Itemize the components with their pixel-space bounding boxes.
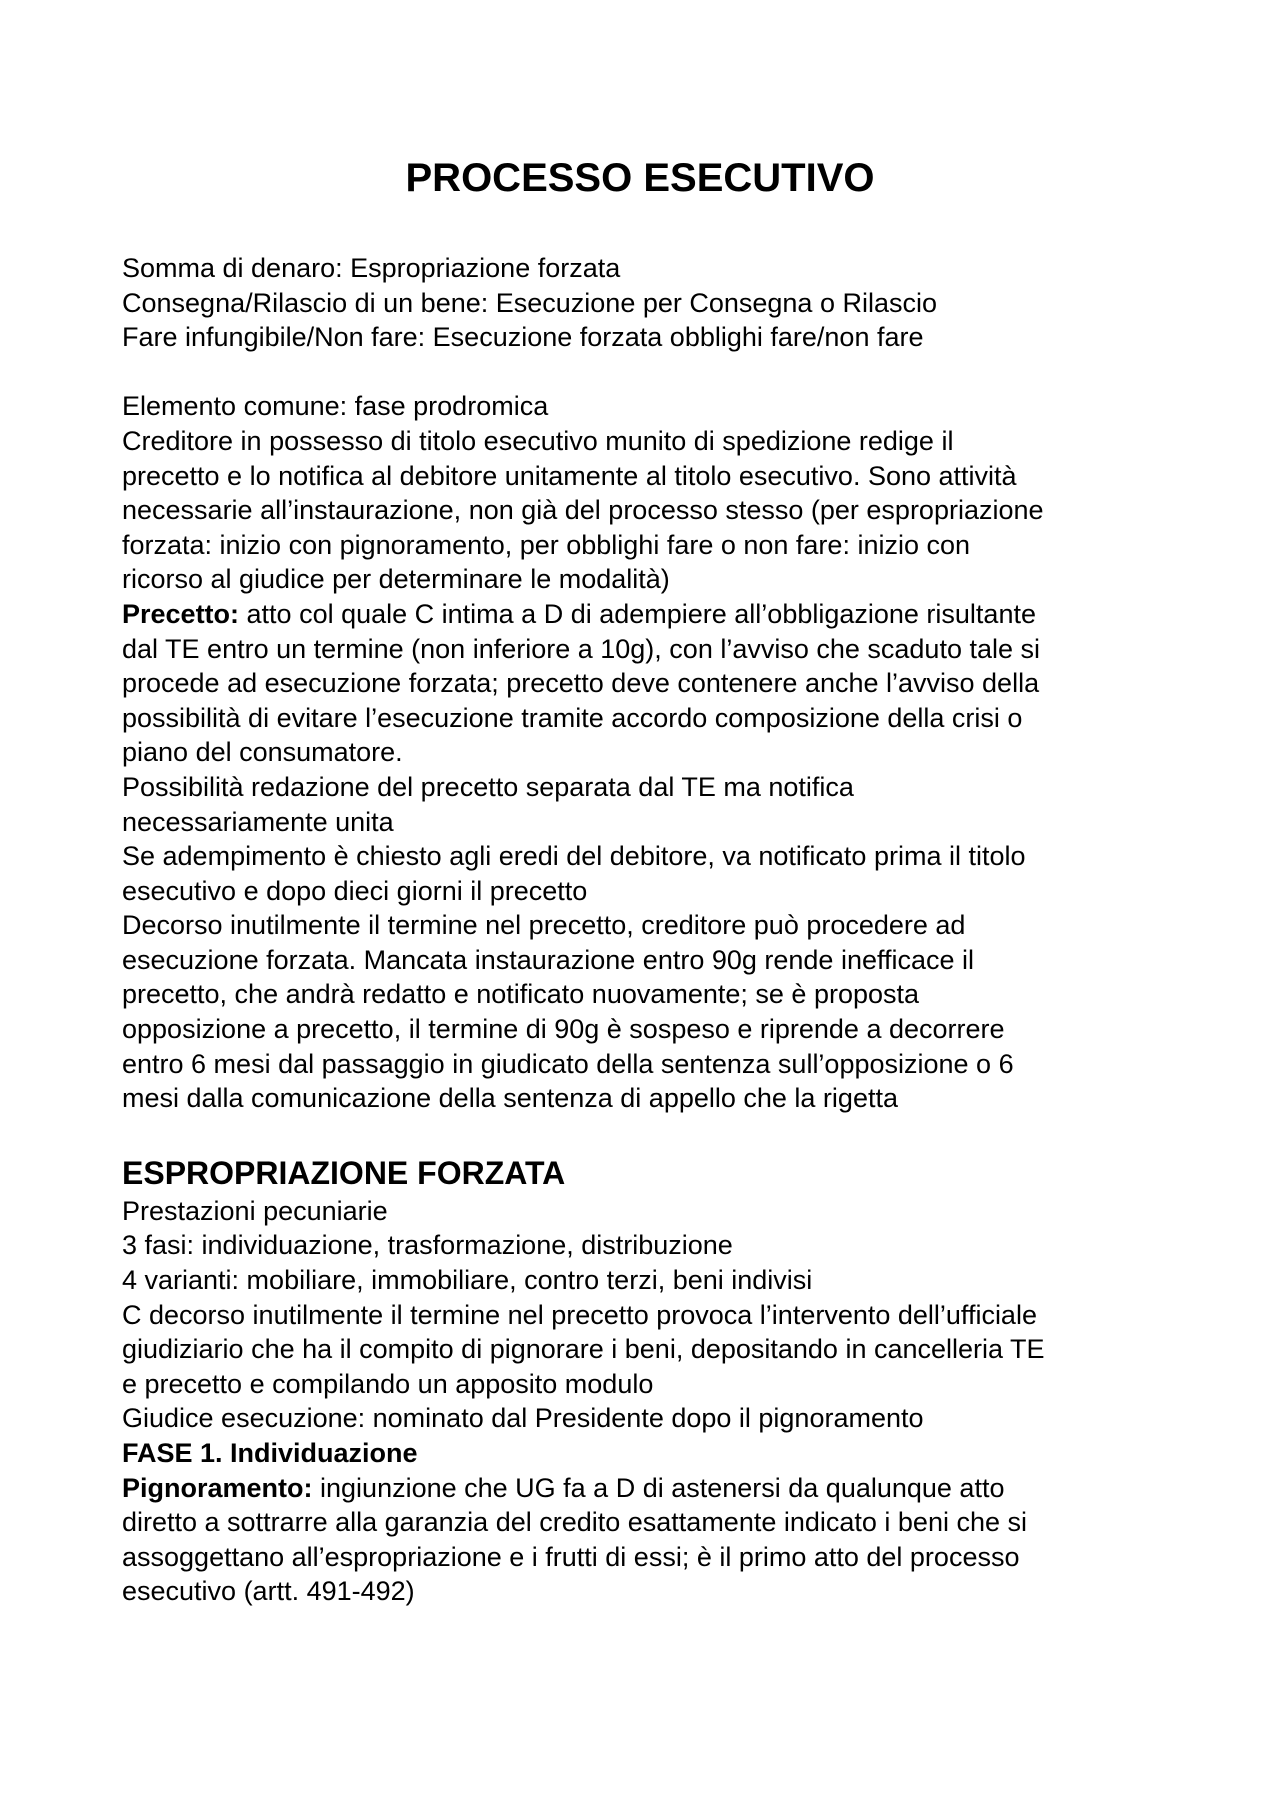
subsection-heading	[122, 1436, 1162, 1471]
text-line: ricorso al giudice per determinare le modalità)	[122, 564, 670, 595]
text-line: 3 fasi: individuazione, trasformazione, distribuzione	[122, 1230, 733, 1261]
text-line: e precetto e compilando un apposito modulo	[122, 1368, 654, 1399]
pignoramento-definition	[122, 1471, 1162, 1506]
text-line: necessariamente unita	[122, 806, 394, 837]
text-line: 4 varianti: mobiliare, immobiliare, contro terzi, beni indivisi	[122, 1265, 813, 1296]
text-line: ingiunzione che UG fa a D di astenersi da qualunque atto	[312, 1472, 1005, 1503]
text-line: opposizione a precetto, il termine di 90g è sospeso e riprende a decorrere	[122, 1014, 1005, 1045]
text-line: C decorso inutilmente il termine nel precetto provoca l’intervento dell’ufficiale	[122, 1299, 1037, 1330]
pignoramento-label: Pignoramento:	[122, 1472, 313, 1503]
text-line: Creditore in possesso di titolo esecutivo munito di spedizione redige il	[122, 425, 954, 456]
precetto-label: Precetto:	[122, 598, 240, 629]
text-line: esecutivo e dopo dieci giorni il precetto	[122, 875, 588, 906]
text-line: Fare infungibile/Non fare: Esecuzione forzata obblighi fare/non fare	[122, 322, 924, 353]
text-line: esecuzione forzata. Mancata instaurazione entro 90g rende inefficace il	[122, 944, 975, 975]
section-heading: ESPROPRIAZIONE FORZATA	[122, 1154, 566, 1191]
blank-line	[122, 355, 1162, 390]
text-line: giudiziario che ha il compito di pignorare i beni, depositando in cancelleria TE	[122, 1334, 1045, 1365]
text-line: necessarie all’instaurazione, non già del processo stesso (per espropriazione	[122, 495, 1044, 526]
document-body	[122, 251, 1162, 1609]
text-line: mesi dalla comunicazione della sentenza di appello che la rigetta	[122, 1083, 898, 1114]
text-line: entro 6 mesi dal passaggio in giudicato della sentenza sull’opposizione o 6	[122, 1048, 1014, 1079]
text-line: Giudice esecuzione: nominato dal Presidente dopo il pignoramento	[122, 1403, 924, 1434]
text-line: piano del consumatore.	[122, 737, 403, 768]
text-line: atto col quale C intima a D di adempiere all’obbligazione risultante	[239, 598, 1036, 629]
text-line: dal TE entro un termine (non inferiore a 10g), con l’avviso che scaduto tale si	[122, 633, 1040, 664]
text-line: assoggettano all’espropriazione e i frutti di essi; è il primo atto del processo	[122, 1541, 1020, 1572]
text-line: possibilità di evitare l’esecuzione tramite accordo composizione della crisi o	[122, 702, 1023, 733]
text-line: diretto a sottrarre alla garanzia del credito esattamente indicato i beni che si	[122, 1507, 1028, 1538]
text-line: Prestazioni pecuniarie	[122, 1195, 388, 1226]
text-line: Possibilità redazione del precetto separata dal TE ma notifica	[122, 771, 854, 802]
text-line: Se adempimento è chiesto agli eredi del debitore, va notificato prima il titolo	[122, 841, 1026, 872]
text-line: Elemento comune: fase prodromica	[122, 391, 549, 422]
fase1-heading: FASE 1. Individuazione	[122, 1438, 418, 1468]
text-line: procede ad esecuzione forzata; precetto deve contenere anche l’avviso della	[122, 668, 1040, 699]
page-title: PROCESSO ESECUTIVO	[405, 156, 875, 200]
precetto-definition	[122, 597, 1162, 632]
text-line: Consegna/Rilascio di un bene: Esecuzione per Consegna o Rilascio	[122, 287, 937, 318]
text-line: forzata: inizio con pignoramento, per obblighi fare o non fare: inizio con	[122, 529, 971, 560]
text-line: Decorso inutilmente il termine nel precetto, creditore può procedere ad	[122, 910, 966, 941]
text-line: precetto, che andrà redatto e notificato nuovamente; se è proposta	[122, 979, 920, 1010]
blank-line	[122, 1116, 1162, 1152]
text-line: precetto e lo notifica al debitore unitamente al titolo esecutivo. Sono attività	[122, 460, 1017, 491]
text-line: esecutivo (artt. 491-492)	[122, 1576, 415, 1607]
text-line: Somma di denaro: Espropriazione forzata	[122, 253, 621, 283]
